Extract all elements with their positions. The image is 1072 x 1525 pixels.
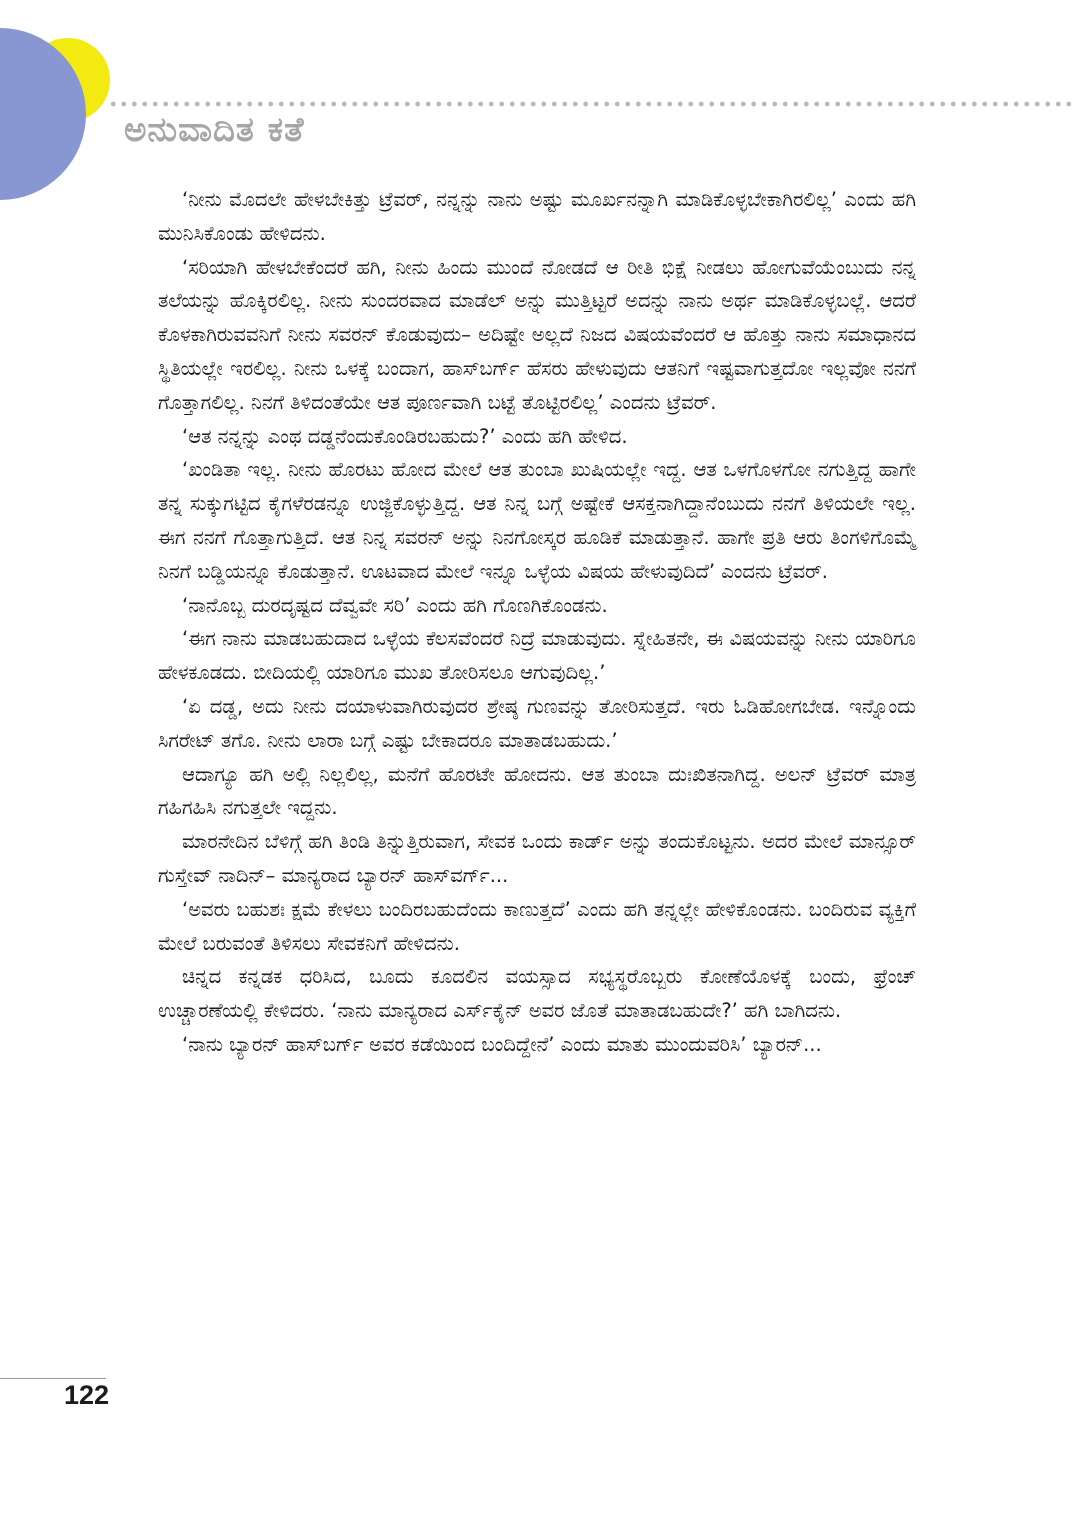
paragraph: ‘ಸರಿಯಾಗಿ ಹೇಳಬೇಕೆಂದರೆ ಹಗಿ, ನೀನು ಹಿಂದು ಮುಂದೆ ನೋಡದೆ ಆ ರೀತಿ ಭಿಕ್ಷೆ ನೀಡಲು ಹೋಗುವೆಯೆಂಬುದು ನನ್ನ ತಲೆಯನ್ನು ಹೊಕ್ಕಿರಲಿಲ್ಲ. ನೀನು ಸುಂದರವಾದ ಮಾಡೆಲ್ ಅನ್ನು ಮುತ್ತಿಟ್ಟರೆ ಅದನ್ನು ನಾನು ಅರ್ಥ ಮಾಡಿಕೊಳ್ಳಬಲ್ಲೆ. ಆದರೆ ಕೊಳಕಾಗಿರುವವನಿಗೆ ನೀನು ಸವರನ್ ಕೊಡುವುದು– ಅದಿಷ್ಟೇ ಅಲ್ಲದೆ ನಿಜದ ವಿಷಯವೆಂದರೆ ಆ ಹೊತ್ತು ನಾನು ಸಮಾಧಾನದ ಸ್ಥಿತಿಯಲ್ಲೇ ಇರಲಿಲ್ಲ. ನೀನು ಒಳಕ್ಕೆ ಬಂದಾಗ, ಹಾಸ್‌ಬರ್ಗ್ ಹೆಸರು ಹೇಳುವುದು ಆತನಿಗೆ ಇಷ್ಟವಾಗುತ್ತದೋ ಇಲ್ಲವೋ ನನಗೆ ಗೊತ್ತಾಗಲಿಲ್ಲ. ನಿನಗೆ ತಿಳಿದಂತೆಯೇ ಆತ ಪೂರ್ಣವಾಗಿ ಬಟ್ಟೆ ತೊಟ್ಟಿರಲಿಲ್ಲ’ ಎಂದನು ಟ್ರೆವರ್. [158, 255, 916, 414]
paragraph: ‘ಏ ದಡ್ಡ, ಅದು ನೀನು ದಯಾಳುವಾಗಿರುವುದರ ಶ್ರೇಷ್ಠ ಗುಣವನ್ನು ತೋರಿಸುತ್ತದೆ. ಇರು ಓಡಿಹೋಗಬೇಡ. ಇನ್ನೊಂದು ಸಿಗರೇಟ್ ತಗೊ. ನೀನು ಲಾರಾ ಬಗ್ಗೆ ಎಷ್ಟು ಬೇಕಾದರೂ ಮಾತಾಡಬಹುದು.’ [158, 694, 916, 752]
paragraph: ‘ನಾನೊಬ್ಬ ದುರದೃಷ್ಟದ ದೆವ್ವವೇ ಸರಿ’ ಎಂದು ಹಗಿ ಗೊಣಗಿಕೊಂಡನು. [182, 593, 608, 617]
paragraph: ‘ಈಗ ನಾನು ಮಾಡಬಹುದಾದ ಒಳ್ಳೆಯ ಕೆಲಸವೆಂದರೆ ನಿದ್ರೆ ಮಾಡುವುದು. ಸ್ನೇಹಿತನೇ, ಈ ವಿಷಯವನ್ನು ನೀನು ಯಾರಿಗೂ ಹೇಳಕೂಡದು. ಬೀದಿಯಲ್ಲಿ ಯಾರಿಗೂ ಮುಖ ತೋರಿಸಲೂ ಆಗುವುದಿಲ್ಲ.’ [158, 627, 916, 685]
page-number: 122 [64, 1380, 110, 1410]
paragraph: ಚಿನ್ನದ ಕನ್ನಡಕ ಧರಿಸಿದ, ಬೂದು ಕೂದಲಿನ ವಯಸ್ಸಾದ ಸಭ್ಯಸ್ಥರೊಬ್ಬರು ಕೋಣೆಯೊಳಕ್ಕೆ ಬಂದು, ಫ್ರೆಂಚ್ ಉಚ್ಚಾರಣೆಯಲ್ಲಿ ಕೇಳಿದರು. ‘ನಾನು ಮಾನ್ಯರಾದ ಎರ್ಸ್‌ಕೈನ್ ಅವರ ಜೊತೆ ಮಾತಾಡಬಹುದೇ?’ ಹಗಿ ಬಾಗಿದನು. [158, 965, 916, 1023]
section-title: ಅನುವಾದಿತ ಕತೆ [124, 110, 305, 150]
paragraph: ‘ಅವರು ಬಹುಶಃ ಕ್ಷಮೆ ಕೇಳಲು ಬಂದಿರಬಹುದೆಂದು ಕಾಣುತ್ತದೆ’ ಎಂದು ಹಗಿ ತನ್ನಲ್ಲೇ ಹೇಳಿಕೊಂಡನು. ಬಂದಿರುವ ವ್ಯಕ್ತಿಗೆ ಮೇಲೆ ಬರುವಂತೆ ತಿಳಿಸಲು ಸೇವಕನಿಗೆ ಹೇಳಿದನು. [158, 897, 916, 955]
paragraph: ‘ಆತ ನನ್ನನ್ನು ಎಂಥ ದಡ್ಡನೆಂದುಕೊಂಡಿರಬಹುದು?’ ಎಂದು ಹಗಿ ಹೇಳಿದ. [182, 424, 628, 448]
paragraph: ‘ನಾನು ಬ್ಯಾರನ್ ಹಾಸ್‌ಬರ್ಗ್ ಅವರ ಕಡೆಯಿಂದ ಬಂದಿದ್ದೇನೆ’ ಎಂದು ಮಾತು ಮುಂದುವರಿಸಿ’ ಬ್ಯಾರನ್... [182, 1032, 822, 1056]
paragraph: ‘ನೀನು ಮೊದಲೇ ಹೇಳಬೇಕಿತ್ತು ಟ್ರೆವರ್, ನನ್ನನ್ನು ನಾನು ಅಷ್ಟು ಮೂರ್ಖನನ್ನಾಗಿ ಮಾಡಿಕೊಳ್ಳಬೇಕಾಗಿರಲಿಲ್ಲ’ ಎಂದು ಹಗಿ ಮುನಿಸಿಕೊಂಡು ಹೇಳಿದನು. [158, 188, 916, 245]
paragraph: ಆದಾಗ್ಯೂ ಹಗಿ ಅಲ್ಲಿ ನಿಲ್ಲಲಿಲ್ಲ, ಮನೆಗೆ ಹೊರಟೇ ಹೋದನು. ಆತ ತುಂಬಾ ದುಃಖಿತನಾಗಿದ್ದ. ಅಲನ್ ಟ್ರೆವರ್ ಮಾತ್ರ ಗಹಿಗಹಿಸಿ ನಗುತ್ತಲೇ ಇದ್ದನು. [158, 762, 916, 820]
paragraph: ಮಾರನೇದಿನ ಬೆಳಿಗ್ಗೆ ಹಗಿ ತಿಂಡಿ ತಿನ್ನುತ್ತಿರುವಾಗ, ಸೇವಕ ಒಂದು ಕಾರ್ಡ್ ಅನ್ನು ತಂದುಕೊಟ್ಟನು. ಅದರ ಮೇಲೆ ಮಾನ್ಸೂರ್ ಗುಸ್ತೇವ್ ನಾದಿನ್– ಮಾನ್ಯರಾದ ಬ್ಯಾರನ್ ಹಾಸ್‌ವರ್ಗ್... [158, 830, 916, 887]
story-text [158, 183, 916, 1062]
dotted-divider [108, 100, 1072, 108]
paragraph: ‘ಖಂಡಿತಾ ಇಲ್ಲ. ನೀನು ಹೊರಟು ಹೋದ ಮೇಲೆ ಆತ ತುಂಬಾ ಖುಷಿಯಲ್ಲೇ ಇದ್ದ. ಆತ ಒಳಗೊಳಗೋ ನಗುತ್ತಿದ್ದ ಹಾಗೇ ತನ್ನ ಸುಕ್ಕುಗಟ್ಟಿದ ಕೈಗಳೆರಡನ್ನೂ ಉಜ್ಜಿಕೊಳ್ಳುತ್ತಿದ್ದ. ಆತ ನಿನ್ನ ಬಗ್ಗೆ ಅಷ್ಟೇಕೆ ಆಸಕ್ತನಾಗಿದ್ದಾನೆಂಬುದು ನನಗೆ ತಿಳಿಯಲೇ ಇಲ್ಲ. ಈಗ ನನಗೆ ಗೊತ್ತಾಗುತ್ತಿದೆ. ಆತ ನಿನ್ನ ಸವರನ್ ಅನ್ನು ನಿನಗೋಸ್ಕರ ಹೂಡಿಕೆ ಮಾಡುತ್ತಾನೆ. ಹಾಗೇ ಪ್ರತಿ ಆರು ತಿಂಗಳಿಗೊಮ್ಮೆ ನಿನಗೆ ಬಡ್ಡಿಯನ್ನೂ ಕೊಡುತ್ತಾನೆ. ಊಟವಾದ ಮೇಲೆ ಇನ್ನೂ ಒಳ್ಳೆಯ ವಿಷಯ ಹೇಳುವುದಿದೆ’ ಎಂದನು ಟ್ರೆವರ್. [158, 458, 916, 583]
